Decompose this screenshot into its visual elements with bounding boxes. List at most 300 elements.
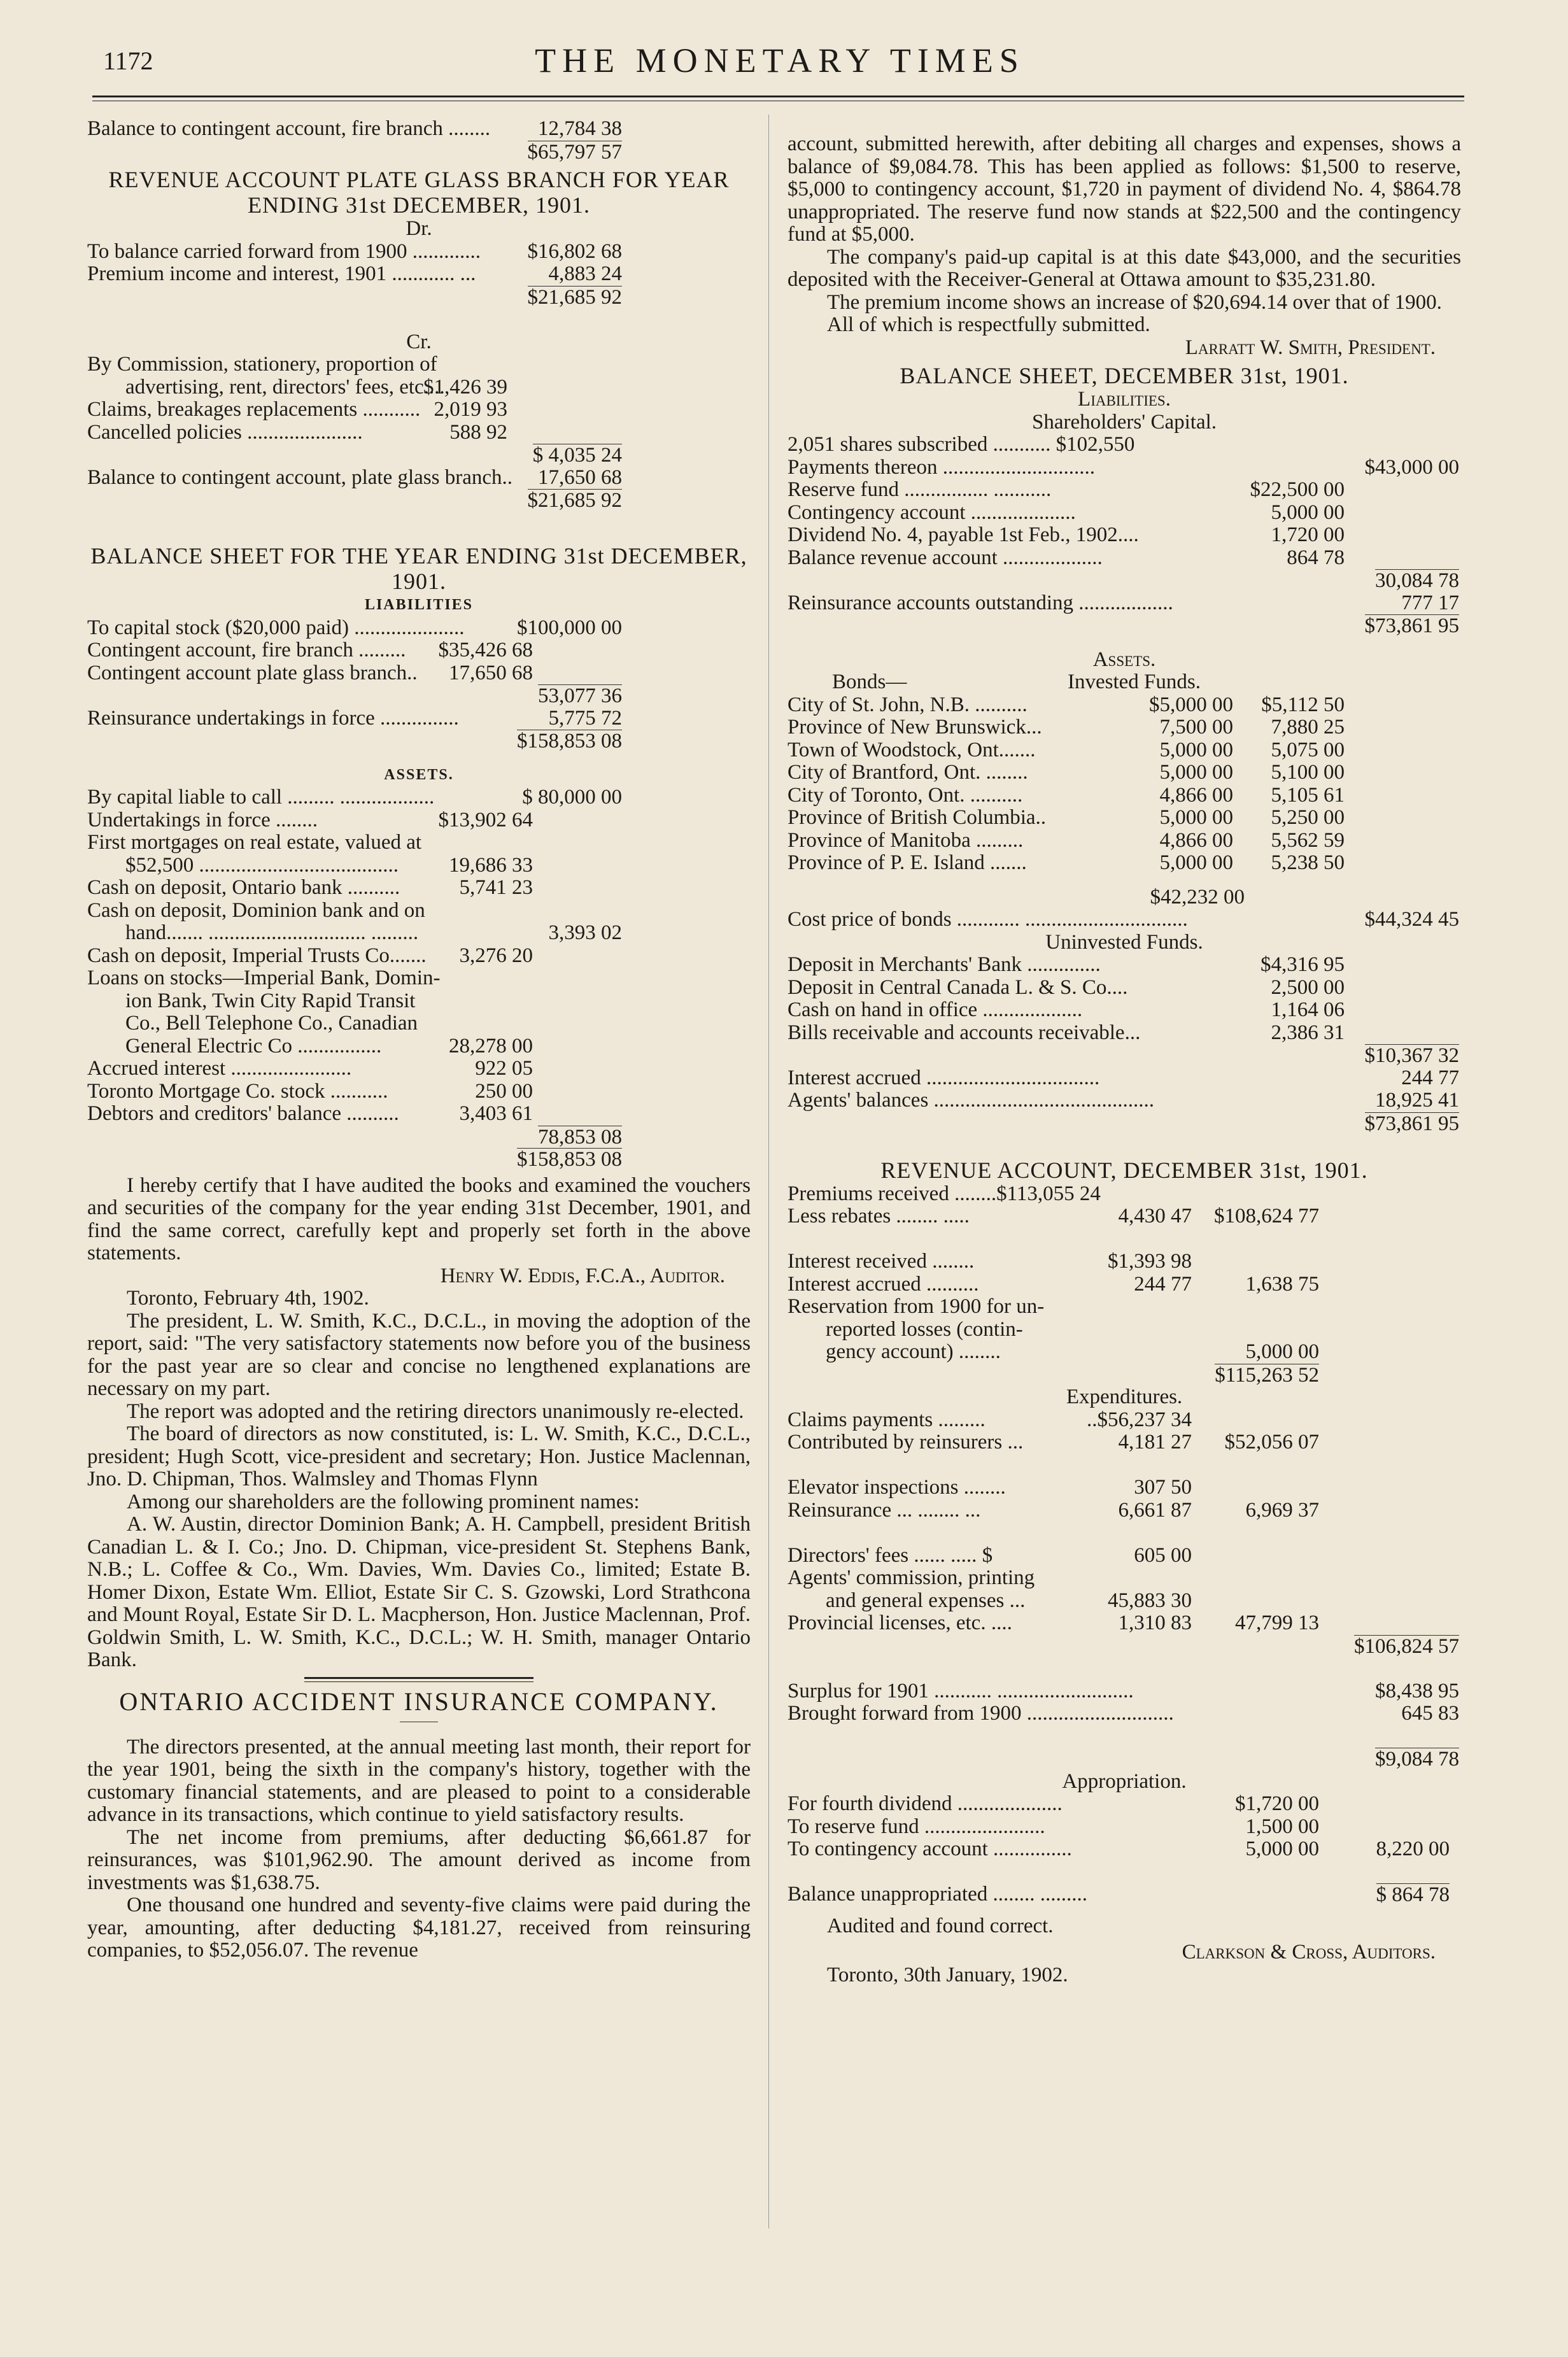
assets-label: ASSETS. [384, 766, 454, 783]
ledger-amount: $ 864 78 [1376, 1883, 1450, 1906]
ledger-row [788, 457, 1461, 479]
ledger-label: Contingency account .................... [788, 500, 1076, 524]
ledger-row [788, 1567, 1461, 1590]
ledger-row [87, 399, 751, 421]
ledger-row [788, 739, 1461, 762]
right-balance-sheet-heading: BALANCE SHEET, DECEMBER 31st, 1901. [900, 363, 1349, 388]
ledger-amount: $1,720 00 [1235, 1792, 1319, 1815]
ledger-amount: 5,238 50 [1271, 851, 1345, 874]
ledger-amount: 250 00 [475, 1079, 533, 1103]
ledger-row [87, 444, 751, 467]
ledger-row [788, 807, 1461, 830]
ledger-label: Contingent account plate glass branch.. [87, 661, 418, 684]
ledger-row [788, 1590, 1461, 1613]
ledger-row [788, 1341, 1461, 1364]
ledger-label: For fourth dividend .................... [788, 1792, 1063, 1815]
cost-table [788, 909, 1461, 931]
ledger-amount: 53,077 36 [538, 684, 622, 707]
ledger-amount: $158,853 08 [517, 1148, 622, 1171]
ledger-label: Premiums received ........$113,055 24 [788, 1182, 1101, 1205]
ledger-label: Cash on deposit, Imperial Trusts Co....... [87, 944, 427, 967]
ledger-row [788, 1364, 1461, 1387]
ledger-row [788, 547, 1461, 570]
ledger-label: Town of Woodstock, Ont....... [788, 738, 1036, 761]
ledger-row [788, 1454, 1461, 1477]
ledger-label: City of Toronto, Ont. .......... [788, 783, 1023, 807]
ledger-amount: 6,969 37 [1245, 1498, 1319, 1522]
ledger-row [87, 1126, 751, 1149]
company-paragraph-3: One thousand one hundred and seventy-five claims were paid during the year, amounting, after deducting $4,181.27, received from reinsuring companies, to $52,056.07. The revenue [87, 1893, 751, 1962]
ledger-row [87, 967, 751, 990]
ledger-amount: $ 4,035 24 [532, 444, 622, 467]
ledger-amount: 30,084 78 [1375, 569, 1459, 592]
ledger-amount: $115,263 52 [1215, 1363, 1319, 1387]
ledger-row [788, 614, 1461, 637]
ledger-label: and general expenses ... [826, 1589, 1026, 1612]
ledger-amount: 28,278 00 [449, 1034, 533, 1058]
ledger-row [788, 909, 1461, 931]
ledger-label: To reserve fund ....................... [788, 1815, 1045, 1838]
audited-line: Audited and found correct. [827, 1914, 1054, 1937]
ledger-amount: 2,500 00 [1271, 975, 1345, 999]
ledger-row [788, 1883, 1461, 1906]
ledger-row [788, 1748, 1461, 1771]
ledger-amount: 19,686 33 [449, 853, 533, 877]
ledger-label: Debtors and creditors' balance .......... [87, 1102, 399, 1125]
ledger-amount: 5,075 00 [1271, 738, 1345, 761]
ledger-row [788, 694, 1461, 717]
ledger-amount: 244 77 [1401, 1066, 1459, 1089]
ledger-amount: 1,638 75 [1245, 1272, 1319, 1296]
ledger-label: Payments thereon ............................. [788, 455, 1096, 479]
liabilities-label: LIABILITIES [364, 597, 474, 613]
ledger-label: Dividend No. 4, payable 1st Feb., 1902.... [788, 523, 1139, 546]
ledger-row [788, 852, 1461, 875]
ledger-row [788, 1522, 1461, 1545]
ledger-row [87, 1058, 751, 1080]
ledger-row [788, 434, 1461, 457]
ledger-row [788, 1702, 1461, 1725]
ledger-amount: $158,853 08 [517, 730, 622, 753]
ledger-label: Contingent account, fire branch ......... [87, 639, 406, 662]
ledger-label: advertising, rent, directors' fees, etc.... [125, 375, 445, 399]
ledger-row [788, 1838, 1461, 1861]
ledger-label: Interest received ........ [788, 1250, 975, 1273]
ledger-amount: $35,426 68 [438, 639, 533, 662]
ledger-amount: $13,902 64 [438, 808, 533, 832]
right-liabilities-table [788, 434, 1461, 637]
ledger-row [87, 730, 751, 753]
ledger-label: Undertakings in force ........ [87, 808, 318, 832]
ledger-row [788, 524, 1461, 547]
ledger-amount: 17,650 68 [538, 465, 622, 489]
ledger-label: $52,500 ...................................... [125, 853, 399, 877]
ledger-row [788, 1250, 1461, 1273]
ledger-row [788, 1816, 1461, 1839]
ledger-amount: $43,000 00 [1364, 455, 1459, 479]
ledger-label: Toronto Mortgage Co. stock ........... [87, 1079, 388, 1103]
ledger-amount: $1,393 98 [1108, 1250, 1192, 1273]
ledger-label: Province of P. E. Island ....... [788, 851, 1027, 874]
ledger-amount: $5,112 50 [1261, 693, 1345, 716]
header-rule [92, 96, 1464, 101]
ledger-amount: 1,164 06 [1271, 998, 1345, 1021]
ledger-label: reported losses (contin- [826, 1317, 1023, 1341]
paragraph-1: The president, L. W. Smith, K.C., D.C.L., in moving the adoption of the report, said: "The very satisfactory statements now before you of the business for the past year are so clear and concise no lengthened explanations are necessary on my part. [87, 1309, 751, 1400]
ledger-label: Surplus for 1901 ........... .......................... [788, 1679, 1134, 1702]
expenditures-label: Expenditures. [1066, 1385, 1183, 1408]
ledger-label: Reinsurance undertakings in force ............... [87, 706, 459, 730]
ledger-label: General Electric Co ................ [125, 1034, 382, 1058]
ledger-label: Interest accrued ................................. [788, 1066, 1100, 1089]
ledger-label: Loans on stocks—Imperial Bank, Domin- [87, 966, 441, 989]
ledger-label: Cash on deposit, Dominion bank and on [87, 898, 425, 922]
ledger-amount: 5,741 23 [459, 876, 533, 899]
ledger-label: ion Bank, Twin City Rapid Transit [125, 989, 416, 1012]
ledger-label: Bills receivable and accounts receivable... [788, 1021, 1141, 1044]
right-paragraph-1: account, submitted herewith, after debiting all charges and expenses, shows a balance of $9,084.78. This has been applied as follows: $1,500 to reserve, $5,000 to contingency account, $1,720 in payment of dividend No. 4, $864.78 unappropriated. The reserve fund now stands at $22,500 and the contingency fund at $5,000. [788, 132, 1461, 246]
ledger-row [788, 1022, 1461, 1045]
ledger-amount: 588 92 [449, 420, 507, 444]
bs-assets-table [87, 786, 751, 1171]
ledger-row [87, 1148, 751, 1171]
ledger-row [87, 421, 751, 444]
ledger-row [87, 1080, 751, 1103]
right-assets-label: Assets. [1092, 648, 1156, 671]
ledger-amount: 4,430 47 [1118, 1205, 1192, 1228]
ledger-label: First mortgages on real estate, valued at [87, 831, 422, 854]
ledger-label: Deposit in Central Canada L. & S. Co.... [788, 975, 1128, 999]
ledger-row [87, 263, 751, 286]
ledger-row [87, 141, 751, 164]
ledger-row [87, 467, 751, 490]
ledger-row [788, 1089, 1461, 1112]
cr-label: Cr. [406, 330, 432, 353]
ledger-amount: $21,685 92 [527, 285, 622, 309]
ledger-row [788, 1228, 1461, 1251]
ledger-label: Agents' balances .......................................... [788, 1089, 1155, 1112]
ledger-label: City of St. John, N.B. .......... [788, 693, 1028, 716]
auditors-signature: Clarkson & Cross, Auditors. [1182, 1941, 1436, 1964]
president-signature: Larratt W. Smith, President. [1185, 336, 1436, 359]
ledger-label: Province of British Columbia.. [788, 806, 1047, 829]
ledger-row [788, 1499, 1461, 1522]
ledger-amount: 17,650 68 [449, 661, 533, 684]
ledger-amount: 18,925 41 [1375, 1089, 1459, 1112]
ledger-row [87, 945, 751, 968]
ledger-row [788, 1067, 1461, 1090]
paragraph-3: The board of directors as now constituted, is: L. W. Smith, K.C., D.C.L., president; Hugh Scott, vice-president and secretary; Hon. Justice Maclennan, Jno. D. Chipman, Thos. Walmsley and Thomas Flynn [87, 1422, 751, 1490]
ledger-label: Accrued interest ....................... [87, 1057, 352, 1080]
ledger-row [788, 1657, 1461, 1680]
ledger-row [87, 900, 751, 923]
column-divider [768, 115, 769, 2228]
page-number: 1172 [103, 46, 153, 75]
ledger-amount: 777 17 [1401, 591, 1459, 614]
ledger-label: Claims payments ......... [788, 1408, 985, 1431]
ledger-row [87, 1103, 751, 1126]
ledger-label: Elevator inspections ........ [788, 1476, 1006, 1499]
ledger-amount: 1,720 00 [1271, 523, 1345, 546]
ledger-label: Reinsurance ... ........ ... [788, 1498, 981, 1522]
ledger-label: Reinsurance accounts outstanding .................. [788, 591, 1173, 614]
ledger-row [87, 877, 751, 900]
ledger-amount: $4,316 95 [1261, 953, 1345, 976]
ledger-amount: $100,000 00 [517, 616, 622, 639]
ledger-amount: $73,861 95 [1364, 614, 1459, 637]
ledger-label: Cash on hand in office ................... [788, 998, 1083, 1021]
ledger-amount: 5,775 72 [548, 706, 622, 730]
uninvested-table [788, 954, 1461, 1135]
ledger-row [87, 353, 751, 376]
auditors-place: Toronto, 30th January, 1902. [827, 1963, 1068, 1986]
ledger-label: Province of Manitoba ......... [788, 828, 1024, 852]
ledger-amount: 5,000 00 [1271, 500, 1345, 524]
bonds-total: $42,232 00 [1150, 885, 1245, 909]
ledger-amount: 5,250 00 [1271, 806, 1345, 829]
plate-glass-dr-table [87, 241, 751, 309]
ledger-label: City of Brantford, Ont. ........ [788, 761, 1028, 784]
ledger-amount: 2,019 93 [434, 398, 507, 421]
ledger-amount: 4,866 00 [1159, 828, 1233, 852]
ledger-amount: 8,220 00 [1376, 1837, 1450, 1860]
ledger-amount: 5,100 00 [1271, 761, 1345, 784]
right-liabilities-label: Liabilities. [1078, 388, 1171, 411]
ledger-row [788, 954, 1461, 977]
ledger-amount: 5,000 00 [1159, 761, 1233, 784]
ledger-label: Interest accrued .......... [788, 1272, 979, 1296]
bonds-label: Bonds— [832, 670, 907, 693]
ledger-row [87, 489, 751, 512]
ledger-label: Balance unappropriated ........ ......... [788, 1883, 1088, 1906]
ledger-row [87, 707, 751, 730]
ledger-amount: 645 83 [1401, 1702, 1459, 1725]
ledger-amount: 864 78 [1287, 546, 1345, 569]
ledger-row [788, 1793, 1461, 1816]
ledger-row [788, 761, 1461, 784]
ledger-row [87, 684, 751, 707]
ledger-amount: $9,084 78 [1375, 1748, 1459, 1771]
auditor-signature: Henry W. Eddis, F.C.A., Auditor. [440, 1264, 725, 1287]
ledger-row [788, 1680, 1461, 1703]
ledger-row [788, 830, 1461, 853]
ledger-amount: $22,500 00 [1250, 478, 1345, 501]
ledger-row [87, 639, 751, 662]
ledger-amount: ..$56,237 34 [1087, 1408, 1192, 1431]
ledger-row [87, 617, 751, 640]
ledger-amount: $108,624 77 [1214, 1205, 1319, 1228]
ledger-label: To contingency account ............... [788, 1837, 1072, 1860]
revenue-table [788, 1183, 1461, 1387]
ledger-row [788, 1183, 1461, 1206]
ledger-label: To capital stock ($20,000 paid) ..................... [87, 616, 465, 639]
ledger-amount: $16,802 68 [527, 239, 622, 263]
ledger-row [788, 1296, 1461, 1319]
ledger-row [87, 990, 751, 1013]
dr-label: Dr. [406, 217, 432, 240]
ledger-amount: $10,367 32 [1364, 1044, 1459, 1067]
ledger-label: Premium income and interest, 1901 ............ ... [87, 262, 476, 285]
fire-branch-tail [87, 118, 751, 163]
ledger-amount: 605 00 [1134, 1543, 1192, 1567]
ledger-amount: 7,500 00 [1159, 716, 1233, 739]
bs-liabilities-table [87, 617, 751, 753]
plate-glass-heading: REVENUE ACCOUNT PLATE GLASS BRANCH FOR YEAR ENDING 31st DECEMBER, 1901. [108, 167, 730, 218]
ledger-row [87, 241, 751, 264]
ledger-amount: 3,276 20 [459, 944, 533, 967]
ledger-row [87, 118, 751, 141]
ledger-row [87, 832, 751, 854]
ledger-amount: $52,056 07 [1224, 1431, 1319, 1454]
bonds-total-row [788, 886, 1461, 909]
ledger-row [788, 1409, 1461, 1432]
ledger-label: Less rebates ........ ..... [788, 1205, 970, 1228]
journal-title: THE MONETARY TIMES [535, 41, 1025, 80]
ledger-label: Reservation from 1900 for un- [788, 1295, 1045, 1318]
ledger-amount: 5,105 61 [1271, 783, 1345, 807]
ledger-label: Cancelled policies ...................... [87, 420, 363, 444]
right-column [788, 118, 1461, 1986]
ledger-row [788, 1205, 1461, 1228]
ledger-row [87, 786, 751, 809]
ledger-amount: 5,000 00 [1245, 1340, 1319, 1363]
ledger-row [788, 502, 1461, 525]
certificate-place: Toronto, February 4th, 1902. [127, 1287, 369, 1310]
ledger-row [788, 716, 1461, 739]
ledger-label: Province of New Brunswick... [788, 716, 1042, 739]
ledger-row [788, 999, 1461, 1022]
company-paragraph-2: The net income from premiums, after deducting $6,661.87 for reinsurances, was $101,962.90. The amount derived as income from investments was $1,638.75. [87, 1825, 751, 1894]
ledger-row [788, 569, 1461, 592]
ledger-amount: 1,310 83 [1118, 1611, 1192, 1634]
ledger-amount: 5,562 59 [1271, 828, 1345, 852]
ledger-row [788, 784, 1461, 807]
uninvested-label: Uninvested Funds. [1045, 930, 1203, 954]
balance-sheet-heading: BALANCE SHEET FOR THE YEAR ENDING 31st DECEMBER, 1901. [90, 543, 747, 594]
ledger-amount: 4,883 24 [548, 262, 622, 285]
ledger-row [87, 1035, 751, 1058]
ledger-label: Directors' fees ...... ..... $ [788, 1543, 993, 1567]
ledger-amount: $65,797 57 [527, 140, 622, 164]
ledger-row [87, 922, 751, 945]
ledger-amount: $1,426 39 [423, 375, 507, 399]
ledger-label: Claims, breakages replacements ........... [87, 398, 421, 421]
ledger-row [87, 809, 751, 832]
ledger-amount: 47,799 13 [1235, 1611, 1319, 1634]
ledger-label: Deposit in Merchants' Bank .............. [788, 953, 1101, 976]
ledger-amount: $44,324 45 [1364, 908, 1459, 931]
ledger-amount: 12,784 38 [538, 117, 622, 140]
ledger-amount: 6,661 87 [1118, 1498, 1192, 1522]
ledger-row [87, 662, 751, 685]
ledger-row [87, 1012, 751, 1035]
ledger-label: By Commission, stationery, proportion of [87, 353, 437, 376]
ledger-row [788, 1112, 1461, 1135]
ledger-row [87, 286, 751, 309]
ledger-row [788, 1861, 1461, 1884]
ledger-label: Balance to contingent account, fire branch ........ [87, 117, 491, 140]
appropriation-table [788, 1793, 1461, 1906]
ledger-row [788, 1635, 1461, 1658]
ledger-amount: $106,824 57 [1354, 1634, 1459, 1658]
ledger-row [788, 1044, 1461, 1067]
ledger-label: Reserve fund ................ ........... [788, 478, 1052, 501]
ledger-row [788, 1273, 1461, 1296]
ledger-row [788, 1476, 1461, 1499]
ledger-label: hand....... .............................. ......... [125, 921, 419, 944]
ledger-amount: 922 05 [475, 1057, 533, 1080]
appropriation-label: Appropriation. [1062, 1769, 1187, 1793]
expenditures-table [788, 1409, 1461, 1771]
section-rule [304, 1677, 533, 1682]
ledger-amount: 1,500 00 [1245, 1815, 1319, 1838]
paragraph-4: Among our shareholders are the following prominent names: [127, 1490, 640, 1513]
ledger-amount: 7,880 25 [1271, 716, 1345, 739]
ledger-label: Agents' commission, printing [788, 1566, 1035, 1589]
ledger-amount: $73,861 95 [1364, 1112, 1459, 1135]
ledger-amount: 244 77 [1134, 1272, 1192, 1296]
page-header [95, 39, 1464, 84]
ledger-amount: $8,438 95 [1375, 1679, 1459, 1702]
ledger-amount: 5,000 00 [1159, 738, 1233, 761]
right-paragraph-4: All of which is respectfully submitted. [827, 313, 1150, 336]
title-rule [400, 1722, 438, 1727]
bonds-table [788, 694, 1461, 875]
paragraph-5: A. W. Austin, director Dominion Bank; A. H. Campbell, president British Canadian L. & I. Co.; Jno. D. Chipman, vice-president St. Stephens Bank, N.B.; L. Coffee & Co., Wm. Davies, Wm. Davies Co., limited; Estate B. Homer Dixon, Estate Wm. Elliot, Estate Sir C. S. Gzowski, Lord Strathcona and Mount Royal, Estate Sir D. L. Macpherson, Hon. Justice Maclennan, Prof. Goldwin Smith, L. W. Smith, K.C., D.C.L.; W. H. Smith, manager Ontario Bank. [87, 1513, 751, 1671]
ledger-amount: 3,393 02 [548, 921, 622, 944]
ledger-row [788, 592, 1461, 615]
ledger-label: 2,051 shares subscribed ........... $102,550 [788, 433, 1135, 456]
company-paragraph-1: The directors presented, at the annual meeting last month, their report for the year 1901, being the sixth in the company's history, together with the customary financial statements, and are pleased to point to a considerable advance in its transactions, which continue to yield satisfactory results. [87, 1735, 751, 1826]
right-paragraph-2: The company's paid-up capital is at this date $43,000, and the securities deposited with the Receiver-General at Ottawa amount to $35,231.80. [788, 245, 1461, 291]
left-column [87, 118, 751, 1962]
ledger-amount: 45,883 30 [1108, 1589, 1192, 1612]
ledger-label: By capital liable to call ......... .................. [87, 786, 435, 809]
right-paragraph-3: The premium income shows an increase of $20,694.14 over that of 1900. [827, 290, 1442, 314]
ledger-amount: 4,181 27 [1118, 1431, 1192, 1454]
ledger-row [788, 1725, 1461, 1748]
ledger-amount: 5,000 00 [1159, 806, 1233, 829]
bonds-header-row [788, 671, 1461, 694]
ledger-row [788, 1431, 1461, 1454]
ledger-row [87, 854, 751, 877]
ledger-label: Provincial licenses, etc. .... [788, 1611, 1012, 1634]
ledger-amount: 3,403 61 [459, 1102, 533, 1125]
ledger-label: Cost price of bonds ............ ............................... [788, 908, 1188, 931]
ledger-amount: 5,000 00 [1159, 851, 1233, 874]
ledger-row [87, 376, 751, 399]
ledger-amount: $5,000 00 [1149, 693, 1233, 716]
ledger-label: Balance revenue account ................... [788, 546, 1103, 569]
ledger-label: To balance carried forward from 1900 ............. [87, 239, 481, 263]
company-title: ONTARIO ACCIDENT INSURANCE COMPANY. [119, 1687, 719, 1716]
ledger-row [788, 1612, 1461, 1635]
paragraph-2: The report was adopted and the retiring directors unanimously re-elected. [127, 1399, 744, 1423]
ledger-label: Balance to contingent account, plate glass branch.. [87, 465, 513, 489]
ledger-amount: 78,853 08 [538, 1125, 622, 1149]
certificate-paragraph: I hereby certify that I have audited the books and examined the vouchers and securities of the company for the year ending 31st December, 1901, and find the same correct, carefully kept and properly set forth in the above statements. [87, 1173, 751, 1264]
ledger-label: Brought forward from 1900 ............................ [788, 1702, 1174, 1725]
ledger-amount: $ 80,000 00 [522, 786, 622, 809]
ledger-label: Co., Bell Telephone Co., Canadian [125, 1012, 418, 1035]
revenue-heading: REVENUE ACCOUNT, DECEMBER 31st, 1901. [880, 1157, 1368, 1183]
ledger-row [788, 977, 1461, 1000]
ledger-amount: 2,386 31 [1271, 1021, 1345, 1044]
ledger-amount: 5,000 00 [1245, 1837, 1319, 1860]
invested-funds-label: Invested Funds. [1068, 670, 1201, 693]
ledger-label: gency account) ........ [826, 1340, 1001, 1363]
ledger-row [788, 1319, 1461, 1341]
